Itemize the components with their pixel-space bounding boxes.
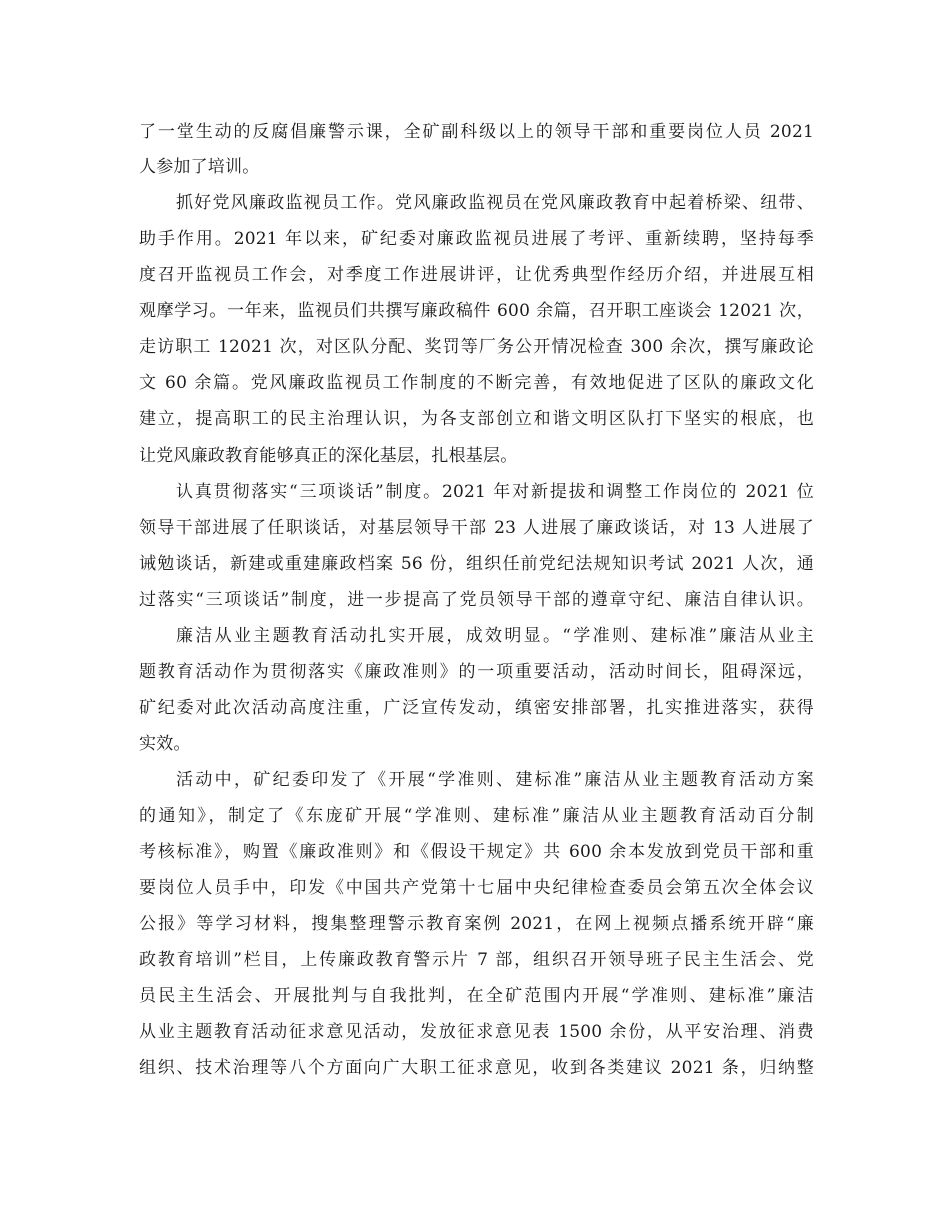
- text-line: 要岗位人员手中，印发《中国共产党第十七届中央纪律检查委员会第五次全体会议: [139, 878, 814, 898]
- text-line: 考核标准》，购置《廉政准则》和《假设干规定》共 600 余本发放到党员干部和重: [139, 842, 814, 862]
- text-line: 文 60 余篇。党风廉政监视员工作制度的不断完善，有效地促进了区队的廉政文化: [139, 373, 814, 393]
- text-line: 矿纪委对此次活动高度注重，广泛宣传发动，缜密安排部署，扎实推进落实，获得: [139, 698, 814, 718]
- text-line: 助手作用。2021 年以来，矿纪委对廉政监视员进展了考评、重新续聘，坚持每季: [139, 229, 814, 249]
- text-line: 题教育活动作为贯彻落实《廉政准则》的一项重要活动，活动时间长，阻碍深远，: [139, 662, 814, 682]
- text-line: 了一堂生动的反腐倡廉警示课，全矿副科级以上的领导干部和重要岗位人员 2021: [139, 122, 814, 142]
- text-line: 度召开监视员工作会，对季度工作进展讲评，让优秀典型作经历介绍，并进展互相: [139, 265, 814, 285]
- text-line: 人参加了培训。: [139, 157, 260, 177]
- text-line: 政教育培训”栏目，上传廉政教育警示片 7 部，组织召开领导班子民主生活会、党: [139, 950, 814, 970]
- text-line: 组织、技术治理等八个方面向广大职工征求意见，收到各类建议 2021 条，归纳整: [139, 1058, 814, 1078]
- paragraph-first-line: 抓好党风廉政监视员工作。党风廉政监视员在党风廉政教育中起着桥梁、纽带、: [176, 193, 814, 213]
- text-line: 领导干部进展了任职谈话，对基层领导干部 23 人进展了廉政谈话，对 13 人进展了: [139, 518, 814, 538]
- paragraph-first-line: 廉洁从业主题教育活动扎实开展，成效明显。“学准则、建标准”廉洁从业主: [176, 626, 814, 646]
- text-line: 过落实“三项谈话”制度，进一步提高了党员领导干部的遵章守纪、廉洁自律认识。: [139, 590, 814, 610]
- text-line: 走访职工 12021 次，对区队分配、奖罚等厂务公开情况检查 300 余次，撰写廉政论: [139, 337, 814, 357]
- text-line: 观摩学习。一年来，监视员们共撰写廉政稿件 600 余篇，召开职工座谈会 12021 次，: [139, 301, 814, 321]
- text-line: 建立，提高职工的民主治理认识，为各支部创立和谐文明区队打下坚实的根底，也: [139, 409, 814, 429]
- text-line: 员民主生活会、开展批判与自我批判，在全矿范围内开展“学准则、建标准”廉洁: [139, 986, 814, 1006]
- text-line: 诫勉谈话，新建或重建廉政档案 56 份，组织任前党纪法规知识考试 2021 人次，通: [139, 554, 814, 574]
- paragraph-first-line: 认真贯彻落实“三项谈话”制度。2021 年对新提拔和调整工作岗位的 2021 位: [176, 482, 814, 502]
- text-line: 让党风廉政教育能够真正的深化基层，扎根基层。: [139, 446, 518, 466]
- text-line: 公报》等学习材料，搜集整理警示教育案例 2021，在网上视频点播系统开辟“廉: [139, 914, 814, 934]
- text-line: 从业主题教育活动征求意见活动，发放征求意见表 1500 余份，从平安治理、消费: [139, 1022, 814, 1042]
- text-line: 实效。: [139, 734, 191, 754]
- paragraph-first-line: 活动中，矿纪委印发了《开展“学准则、建标准”廉洁从业主题教育活动方案: [176, 770, 814, 790]
- text-line: 的通知》，制定了《东庞矿开展“学准则、建标准”廉洁从业主题教育活动百分制: [139, 806, 814, 826]
